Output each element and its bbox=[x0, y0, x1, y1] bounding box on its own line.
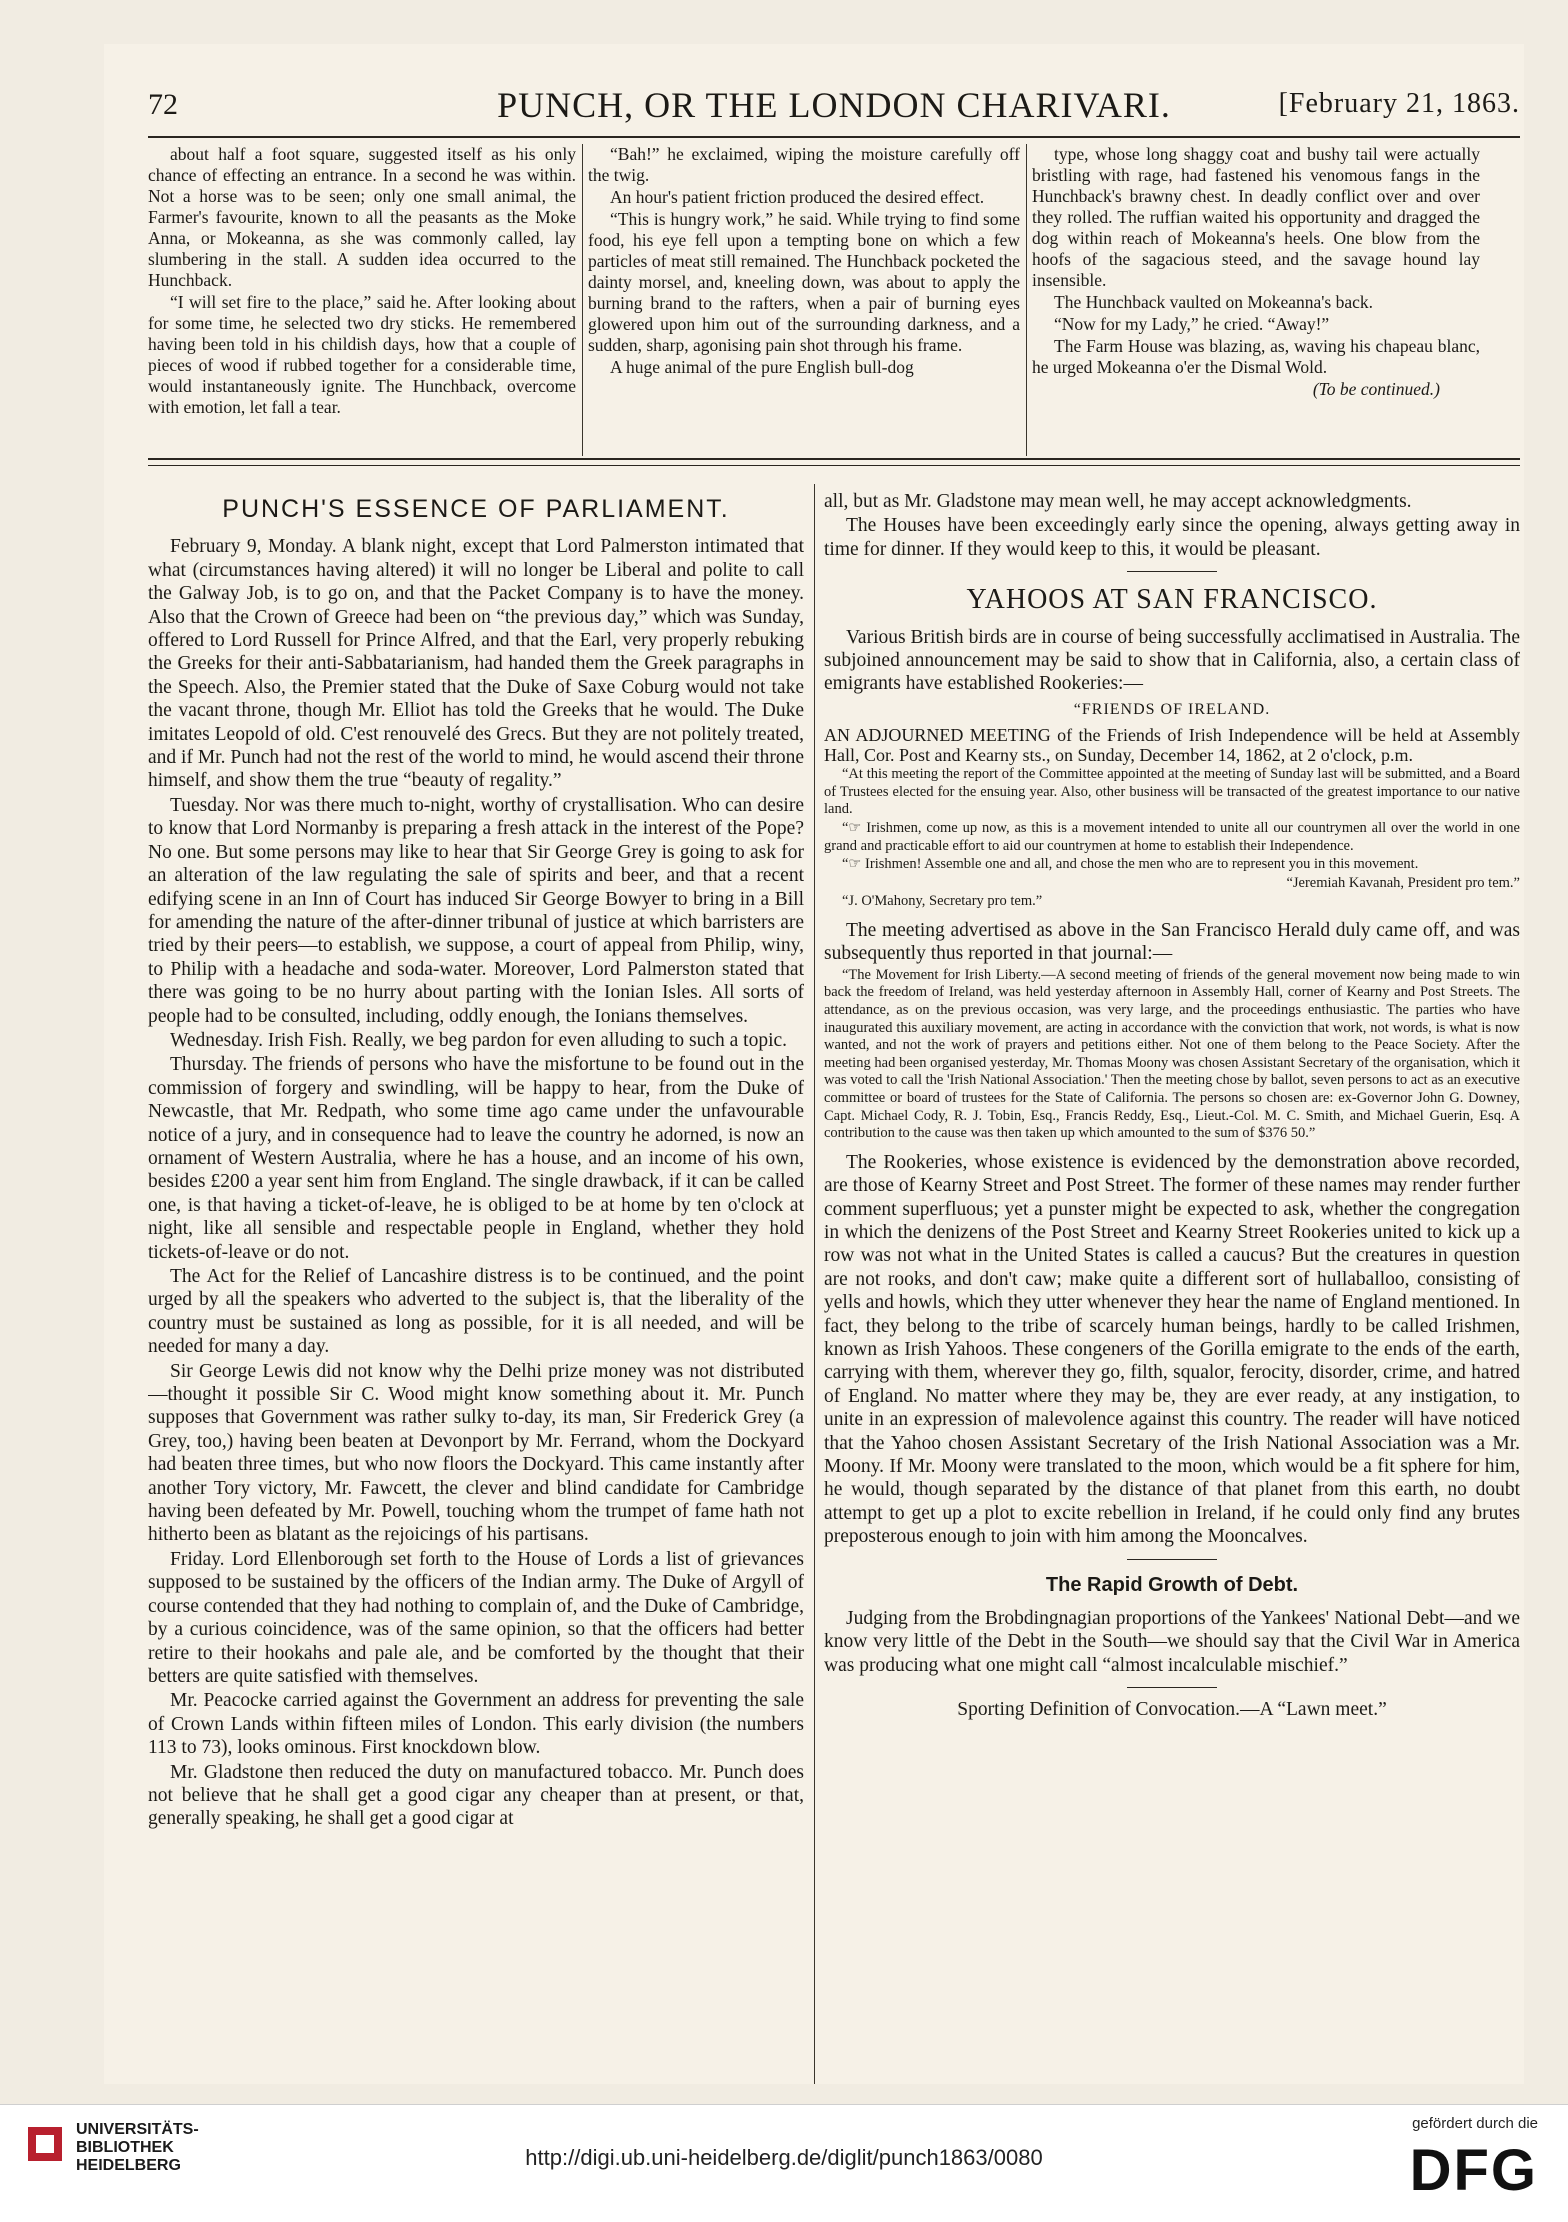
institution-name: UNIVERSITÄTS- BIBLIOTHEK HEIDELBERG bbox=[76, 2121, 199, 2174]
issue-date: [February 21, 1863. bbox=[1278, 88, 1520, 119]
paragraph: “Now for my Lady,” he cried. “Away!” bbox=[1054, 314, 1330, 334]
paragraph: about half a foot square, suggested itself as his only chance of effecting an entrance. In a second he was within. Not a horse was to be seen; only one small animal, the Farmer's favourite, known to all the peasants as the Moke Anna, or Mokeanna, as she was commonly called, lay slumbering in the stall. A sudden idea occurred to the Hunchback. bbox=[148, 144, 576, 290]
yahoos-title: YAHOOS AT SAN FRANCISCO. bbox=[966, 584, 1378, 616]
paragraph: “I will set fire to the place,” said he. After looking about for some time, he selected two dry sticks. He remembered having been told in his childish days, how that a couple of pieces of wood if rubbed together for a considerable time, would instantaneously ignite. The Hunchback, overcome with emotion, let fall a tear. bbox=[148, 292, 576, 417]
section-rule bbox=[148, 458, 1520, 460]
running-title: PUNCH, OR THE LONDON CHARIVARI. bbox=[497, 85, 1171, 125]
paragraph: An hour's patient friction produced the desired effect. bbox=[610, 187, 985, 207]
signature: “J. O'Mahony, Secretary pro tem.” bbox=[842, 893, 1043, 910]
herald-report bbox=[824, 967, 1520, 1143]
paragraph: The Act for the Relief of Lancashire distress is to be continued, and the point urged by all the speakers who adverted to the subject is, that the liberality of the country must be sustained as long as possible, for it is all needed, and will be needed for many a day. bbox=[148, 1266, 804, 1358]
paragraph: The meeting advertised as above in the San Francisco Herald duly came off, and was subsequently thus reported in that journal:— bbox=[824, 920, 1520, 965]
divider bbox=[1127, 571, 1217, 572]
paragraph: Mr. Peacocke carried against the Government an address for preventing the sale of Crown Lands within fifteen miles of London. This early division (the numbers 113 to 73), looks ominous. First knockdown blow. bbox=[148, 1690, 804, 1759]
signature: “Jeremiah Kavanah, President pro tem.” bbox=[1286, 874, 1520, 891]
paragraph: AN ADJOURNED MEETING of the Friends of Irish Independence will be held at Assembly Hall, Cor. Post and Kearny sts., on Sunday, December 14, 1862, at 2 o'clock, p.m. bbox=[824, 725, 1520, 766]
right-column bbox=[824, 490, 1520, 2082]
divider bbox=[1127, 1559, 1217, 1560]
paragraph: Sir George Lewis did not know why the Delhi prize money was not distributed—thought it possible Sir C. Wood might know something about it. Mr. Punch supposes that Government was rather sulky to-day, its man, Sir Frederick Grey (a Grey, too,) having been beaten at Devonport by Mr. Ferrand, whom the Dockyard had beaten three times, but who now floors the Dockyard. This came instantly after another Tory victory, Mr. Fawcett, the clever and blind candidate for Cambridge having been defeated by Mr. Powell, touching whom the trumpet of fame hath not hitherto been as blatant as the rejoicings of his partisans. bbox=[148, 1360, 804, 1546]
paragraph: “This is hungry work,” he said. While trying to find some food, his eye fell upon a tempting bone on which a few particles of meat still remained. The Hunchback pocketed the dainty morsel, and, kneeling down, was about to apply the burning brand to the rafters, when a pair of burning eyes glowered upon him out of the surrounding darkness, and a sudden, sharp, agonising pain shot through his frame. bbox=[588, 209, 1020, 355]
funded-by-label: gefördert durch die bbox=[1412, 2115, 1538, 2132]
serial-column-3 bbox=[1032, 144, 1480, 444]
paragraph: The Houses have been exceedingly early since the opening, always getting away in time for dinner. If they would keep to this, it would be pleasant. bbox=[824, 515, 1520, 560]
paragraph: The Rookeries, whose existence is evidenced by the demonstration above recorded, are those of Kearny Street and Post Street. The former of these names may render further comment superfluous; yet a punster might be expected to ask, whether the congregation in which the denizens of the Post Street and Kearny Street Rookeries united to kick up a row was not what in the United States is called a caucus? But the creatures in question are not rooks, and don't caw; make quite a different sort of hullaballoo, consisting of yells and howls, which they utter whenever they hear the name of England mentioned. In fact, they belong to the tribe of scarcely human beings, hardly to be called Irishmen, known as Irish Yahoos. These congeners of the Gorilla emigrate to the ends of the earth, carrying with them, wherever they go, filth, squalor, ferocity, disorder, crime, and hatred of England. No matter where they may be, they are ever ready, at any instigation, to unite in an expression of malevolence against this country. The reader will have noticed that the Yahoo chosen Assistant Secretary of the Irish National Association was a Mr. Moony. If Mr. Moony were translated to the moon, which would be a fit sphere for him, he would, though separated by the distance of that planet from this earth, no doubt attempt to get up a plot to excite rebellion in Ireland, if he could only find any brutes preposterous enough to join with him among the Mooncalves. bbox=[824, 1151, 1520, 1548]
paragraph: “At this meeting the report of the Committee appointed at the meeting of Sunday last will be submitted, and a Board of Trustees elected for the ensuing year. Also, other business will be transacted of the greatest importance to our native land. bbox=[824, 766, 1520, 818]
page-number: 72 bbox=[148, 88, 178, 121]
paragraph: February 9, Monday. A blank night, except that Lord Palmerston intimated that what (circumstances having altered) it will no longer be Liberal and polite to call the Galway Job, is to go on, and that the Packet Company is to have the money. Also that the Crown of Greece had been on “the previous day,” which was Sunday, offered to Lord Russell for Prince Alfred, and that the Earl, very properly rebuking the Greeks for their anti-Sabbatarianism, had handed them the Greek paragraphs in the Speech. Also, the Premier stated that the Duke of Saxe Coburg would not take the vacant throne, though Mr. Elliot has told the Greeks that he would. The Duke imitates Leopold of old. C'est renouvelé des Grecs. But they are not politely treated, and if Mr. Punch had not the rest of the world to mind, he would ascend their throne himself, and show them the true “beauty of regality.” bbox=[148, 536, 804, 792]
column-divider bbox=[582, 144, 583, 456]
paragraph: “☞ Irishmen! Assemble one and all, and chose the men who are to represent you in this movement. bbox=[842, 856, 1419, 873]
paragraph: Friday. Lord Ellenborough set forth to the House of Lords a list of grievances supposed to be sustained by the officers of the Indian army. The Duke of Argyll of course contended that they had nothing to complain of, and the Duke of Cambridge, by a curious coincidence, was of the same opinion, so that the officers had better retire to their hookahs and pale ale, and be comforted by the thought that their betters are quite satisfied with themselves. bbox=[148, 1548, 804, 1687]
paragraph: Thursday. The friends of persons who have the misfortune to be found out in the commission of forgery and swindling, will be happy to hear, from the Duke of Newcastle, that Mr. Redpath, who some time ago came under the unfavourable notice of a jury, and in consequence had to leave the country he adorned, is now an ornament of Western Australia, where he has a house, and an income of his own, besides £200 a year sent him from England. The single drawback, if it can be called one, is that having a ticket-of-leave, he is obliged to be at home by ten o'clock at night, like all sensible and respectable people in England, whether they hold tickets-of-leave or do not. bbox=[148, 1054, 804, 1263]
serial-column-2 bbox=[588, 144, 1020, 444]
section-rule-thin bbox=[148, 465, 1520, 466]
paragraph: Various British birds are in course of being successfully acclimatised in Australia. The subjoined announcement may be said to show that in California, also, a certain class of emigrants have established Rookeries:— bbox=[824, 626, 1520, 695]
paragraph: “The Movement for Irish Liberty.—A second meeting of friends of the general movement now being made to win back the freedom of Ireland, was held yesterday afternoon in Assembly Hall, corner of Kearny and Post Streets. The attendance, as on the previous occasion, was very large, and the proceedings enthusiastic. The parties who have inaugurated this auxiliary movement, are acting in accordance with the conviction that work, not words, is what is now wanted, and not the work of prayers and petitions either. Not one of them belong to the Peace Society. After the meeting had been organised yesterday, Mr. Thomas Moony was chosen Assistant Secretary of the organisation, which it was voted to call the 'Irish National Association.' Then the meeting chose by ballot, seven persons to act as an executive committee or board of trustees for the State of California. The persons so chosen are: ex-Governor John G. Downey, Capt. Michael Cody, R. J. Tobin, Esq., Francis Reddy, Esq., Lieut.-Col. M. C. Smith, and Michael Guerin, Esq. A contribution to the cause was then taken up which amounted to the sum of $376 50.” bbox=[824, 966, 1520, 1142]
paragraph: The Farm House was blazing, as, waving his chapeau blanc, he urged Mokeanna o'er the Dismal Wold. bbox=[1032, 336, 1480, 377]
serial-column-1 bbox=[148, 144, 576, 444]
paragraph: Tuesday. Nor was there much to-night, worthy of crystallisation. Who can desire to know that Lord Normanby is preparing a fresh attack in the interest of the Pope? No one. But some persons may like to hear that Sir George Grey is going to ask for an alteration of the law regulating the sale of spirits and beer, and that a recent edifying scene in an Inn of Court has induced Sir George Bowyer to bring in a Bill for amending the nature of the after-dinner tribunal of justice at which barristers are tried by their peers—to establish, we suppose, a court of appeal from Philip, winy, to Philip with a headache and soda-water. Moreover, Lord Palmerston stated that there was going to be no hurry about parting with the Ionian Isles. All sorts of people had to be consulted, including, oddly enough, the Ionians themselves. bbox=[148, 794, 804, 1027]
column-divider bbox=[814, 484, 815, 2084]
to-be-continued: (To be continued.) bbox=[1312, 379, 1440, 399]
paragraph: A huge animal of the pure English bull-dog bbox=[610, 357, 914, 377]
debt-title: The Rapid Growth of Debt. bbox=[1045, 1573, 1299, 1596]
paragraph: Mr. Gladstone then reduced the duty on manufactured tobacco. Mr. Punch does not believe that he shall get a good cigar any cheaper than at present, or that, generally speaking, he shall get a good cigar at bbox=[148, 1761, 804, 1830]
paragraph: Wednesday. Irish Fish. Really, we beg pardon for even alluding to such a topic. bbox=[170, 1029, 788, 1051]
paragraph: “☞ Irishmen, come up now, as this is a movement intended to unite all our countrymen all over the world in one grand and practicable effort to aid our countrymen at home to establish their Independence. bbox=[824, 820, 1520, 854]
paragraph: “Bah!” he exclaimed, wiping the moisture carefully off the twig. bbox=[588, 144, 1020, 185]
dfg-logo: DFG bbox=[1409, 2138, 1538, 2203]
column-divider bbox=[1026, 144, 1027, 456]
essence-column bbox=[148, 490, 804, 2082]
meeting-notice bbox=[824, 725, 1520, 911]
page-header bbox=[148, 78, 1520, 138]
paragraph: all, but as Mr. Gladstone may mean well, he may accept acknowledgments. bbox=[824, 491, 1412, 512]
viewer-footer bbox=[0, 2104, 1568, 2222]
essence-title: PUNCH'S ESSENCE OF PARLIAMENT. bbox=[222, 495, 730, 523]
sporting-definition: Sporting Definition of Convocation.—A “Lawn meet.” bbox=[957, 1699, 1387, 1721]
notice-heading: “FRIENDS OF IRELAND. bbox=[1073, 700, 1271, 718]
paragraph: The Hunchback vaulted on Mokeanna's back. bbox=[1054, 292, 1374, 312]
newspaper-page bbox=[104, 44, 1524, 2084]
permalink[interactable]: http://digi.ub.uni-heidelberg.de/diglit/punch1863/0080 bbox=[525, 2145, 1043, 2170]
paragraph: Judging from the Brobdingnagian proportions of the Yankees' National Debt—and we know very little of the Debt in the South—we should say that the Civil War in America was producing what one might call “almost incalculable mischief.” bbox=[824, 1608, 1520, 1676]
paragraph: type, whose long shaggy coat and bushy tail were actually bristling with rage, had fastened his venomous fangs in the Hunchback's brawny chest. In deadly conflict over and over they rolled. The ruffian waited his opportunity and dragged the dog within reach of Mokeanna's heels. One blow from the hoofs of the sagacious steed, and the savage hound lay insensible. bbox=[1032, 144, 1480, 290]
divider bbox=[1127, 1687, 1217, 1688]
